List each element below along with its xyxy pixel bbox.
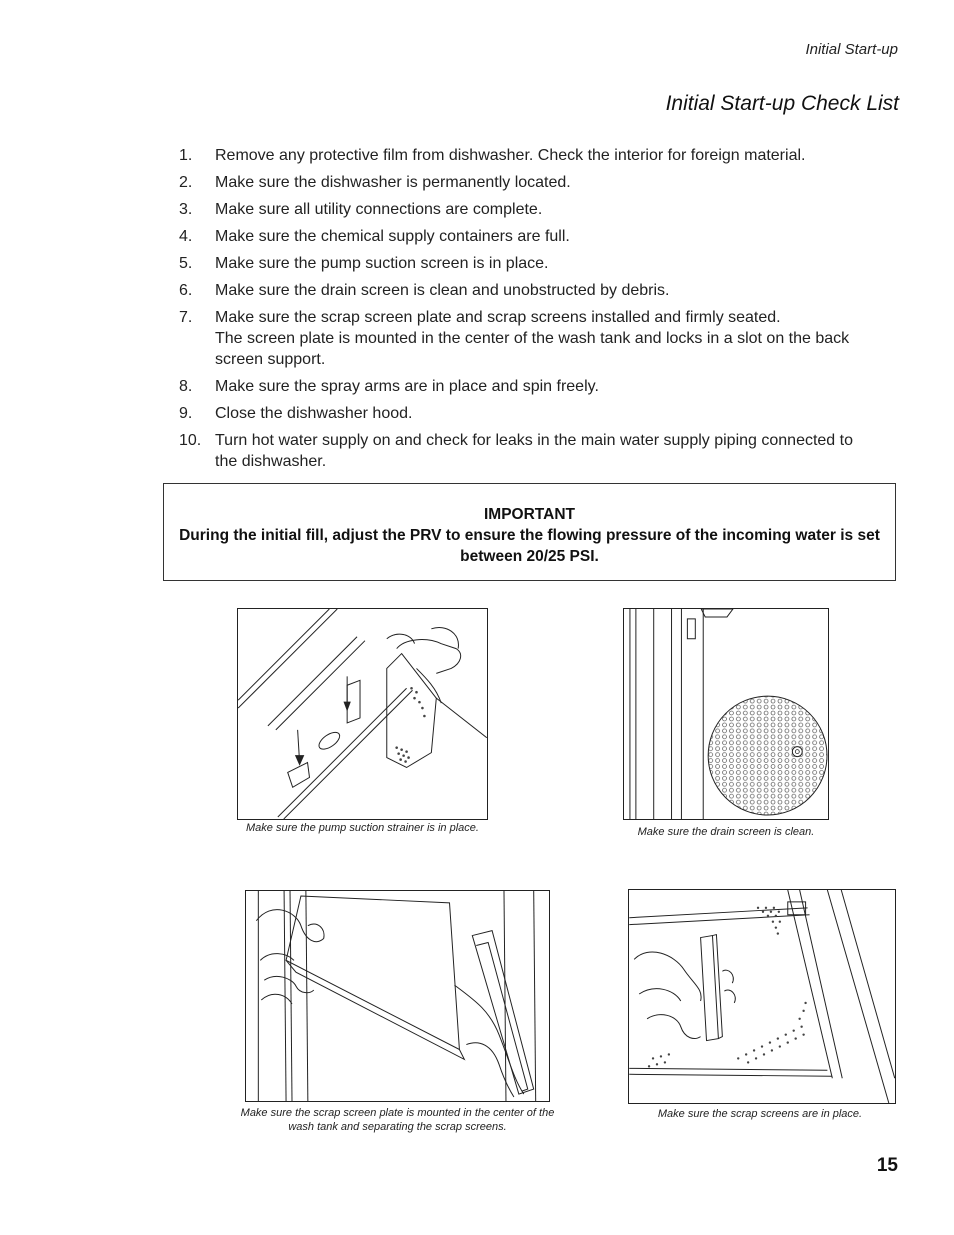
figure-caption: Make sure the scrap screens are in place. xyxy=(657,1108,863,1120)
page-number: 15 xyxy=(876,1155,898,1176)
illustration-scrap-screen-plate xyxy=(245,890,550,1102)
item-text: Remove any protective film from dishwasher. Check the interior for foreign material. xyxy=(215,147,806,164)
list-item xyxy=(179,280,879,301)
item-text: Make sure all utility connections are complete. xyxy=(215,201,543,218)
item-number: 1. xyxy=(179,147,193,164)
important-heading: IMPORTANT xyxy=(484,506,575,523)
item-number: 2. xyxy=(179,174,193,191)
item-number: 3. xyxy=(179,201,193,218)
list-item xyxy=(179,253,879,274)
list-item xyxy=(179,376,879,397)
item-number: 5. xyxy=(179,255,193,272)
scrap-screens-drawing xyxy=(629,890,895,1103)
page-title: Initial Start-up Check List xyxy=(665,92,899,115)
illustration-pump-strainer xyxy=(237,608,488,820)
item-text: Make sure the scrap screen plate and scrap screens installed and firmly seated. xyxy=(215,309,781,326)
list-item xyxy=(179,403,879,424)
figure-caption: Make sure the drain screen is clean. xyxy=(637,826,815,838)
drain-screen-drawing xyxy=(624,609,828,819)
figure-caption: Make sure the scrap screen plate is mounted in the center of the wash tank and separating the scrap screens. xyxy=(240,1107,555,1133)
item-number: 7. xyxy=(179,309,193,326)
running-head: Initial Start-up xyxy=(805,41,898,58)
figure-caption: Make sure the pump suction strainer is in place. xyxy=(246,822,479,834)
list-item xyxy=(179,430,879,472)
checklist xyxy=(179,145,879,478)
list-item xyxy=(179,226,879,247)
item-text: Make sure the pump suction screen is in place. xyxy=(215,255,549,272)
item-number: 4. xyxy=(179,228,193,245)
important-notice xyxy=(163,483,896,581)
list-item xyxy=(179,307,879,370)
list-item xyxy=(179,145,879,166)
item-note: The screen plate is mounted in the center of the wash tank and locks in a slot on the back screen support. xyxy=(215,330,850,368)
scrap-screen-plate-drawing xyxy=(246,891,549,1101)
illustration-drain-screen xyxy=(623,608,829,820)
item-number: 10. xyxy=(179,432,202,449)
item-text: Make sure the chemical supply containers are full. xyxy=(215,228,570,245)
item-number: 9. xyxy=(179,405,193,422)
item-text: Make sure the spray arms are in place and spin freely. xyxy=(215,378,599,395)
item-text: Make sure the dishwasher is permanently located. xyxy=(215,174,571,191)
item-text: Close the dishwasher hood. xyxy=(215,405,413,422)
item-text: Turn hot water supply on and check for leaks in the main water supply piping connected to the dishwasher. xyxy=(215,432,853,470)
list-item xyxy=(179,199,879,220)
item-number: 6. xyxy=(179,282,193,299)
illustration-scrap-screens xyxy=(628,889,896,1104)
item-text: Make sure the drain screen is clean and unobstructed by debris. xyxy=(215,282,670,299)
pump-strainer-drawing xyxy=(238,609,487,819)
list-item xyxy=(179,172,879,193)
item-number: 8. xyxy=(179,378,193,395)
important-message: During the initial fill, adjust the PRV to ensure the flowing pressure of the incoming water is set between 20/25 PSI. xyxy=(179,527,880,565)
